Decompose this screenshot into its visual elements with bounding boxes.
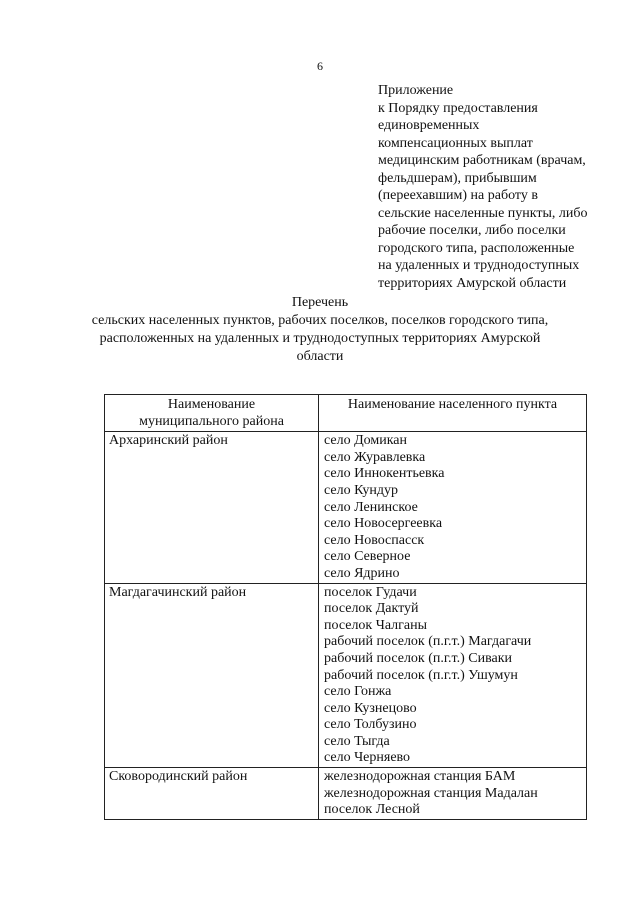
settlements-cell (319, 768, 587, 820)
appendix-line: сельские населенные пункты, либо (378, 205, 588, 221)
list-title-heading: Перечень (291, 295, 349, 310)
appendix-line: городского типа, расположенные (378, 240, 575, 256)
settlement-item: село Новоспасск (324, 532, 425, 548)
settlements-cell (319, 583, 587, 768)
settlement-item: село Гонжа (324, 684, 392, 700)
settlement-item: село Журавлевка (324, 449, 426, 465)
appendix-line: территориях Амурской области (378, 275, 567, 291)
appendix-line: на удаленных и труднодоступных (378, 258, 580, 273)
settlement-item: поселок Чалганы (324, 617, 428, 633)
district-cell: Магдагачинский район (105, 583, 319, 768)
settlement-item: село Кузнецово (324, 700, 417, 716)
appendix-line: к Порядку предоставления (378, 100, 538, 116)
table-row (105, 432, 587, 583)
settlement-item: поселок Лесной (324, 802, 420, 818)
settlement-item: село Черняево (324, 750, 411, 766)
list-title-line: области (296, 349, 344, 364)
settlement-item: село Домикан (324, 433, 408, 449)
settlement-column-header: Наименование населенного пункта (319, 395, 587, 432)
district-column-header (105, 395, 319, 432)
list-title-line: расположенных на удаленных и труднодоступных территориях Амурской (99, 331, 541, 346)
appendix-line: (переехавшим) на работу в (378, 188, 538, 203)
table-header-row (105, 395, 587, 432)
settlement-item: село Тыгда (324, 733, 390, 749)
settlement-item: село Кундур (324, 482, 398, 498)
list-title-line: сельских населенных пунктов, рабочих поселков, поселков городского типа, (91, 313, 549, 328)
page-number: 6 (317, 59, 323, 73)
settlement-item: село Ядрино (324, 565, 400, 581)
appendix-line: Приложение (378, 83, 454, 98)
appendix-line: рабочие поселки, либо поселки (378, 223, 566, 238)
table-row (105, 768, 587, 820)
table-row (105, 583, 587, 768)
district-column-header-line: муниципального района (139, 413, 284, 429)
settlement-item: село Северное (324, 549, 411, 565)
appendix-heading (378, 82, 610, 292)
list-title (0, 294, 640, 366)
settlement-item: село Ленинское (324, 499, 418, 515)
settlement-item: железнодорожная станция БАМ (324, 769, 516, 785)
district-cell: Сковородинский район (105, 768, 319, 820)
settlement-item: поселок Гудачи (324, 584, 417, 600)
settlements-table (104, 394, 587, 820)
settlement-item: поселок Дактуй (324, 601, 419, 617)
settlement-item: рабочий поселок (п.г.т.) Ушумун (324, 667, 518, 683)
appendix-line: единовременных (378, 118, 480, 133)
appendix-line: компенсационных выплат (378, 135, 533, 151)
settlement-item: рабочий поселок (п.г.т.) Сиваки (324, 650, 513, 666)
settlements-cell (319, 432, 587, 583)
settlement-item: железнодорожная станция Мадалан (324, 785, 538, 801)
settlement-item: село Новосергеевка (324, 516, 443, 532)
appendix-line: медицинским работникам (врачам, (378, 153, 586, 168)
settlement-item: рабочий поселок (п.г.т.) Магдагачи (324, 634, 532, 650)
district-cell: Архаринский район (105, 432, 319, 583)
settlement-item: село Толбузино (324, 717, 417, 733)
district-column-header-line: Наименование (167, 397, 256, 412)
appendix-line: фельдшерам), прибывшим (378, 170, 537, 186)
settlement-item: село Иннокентьевка (324, 466, 445, 482)
